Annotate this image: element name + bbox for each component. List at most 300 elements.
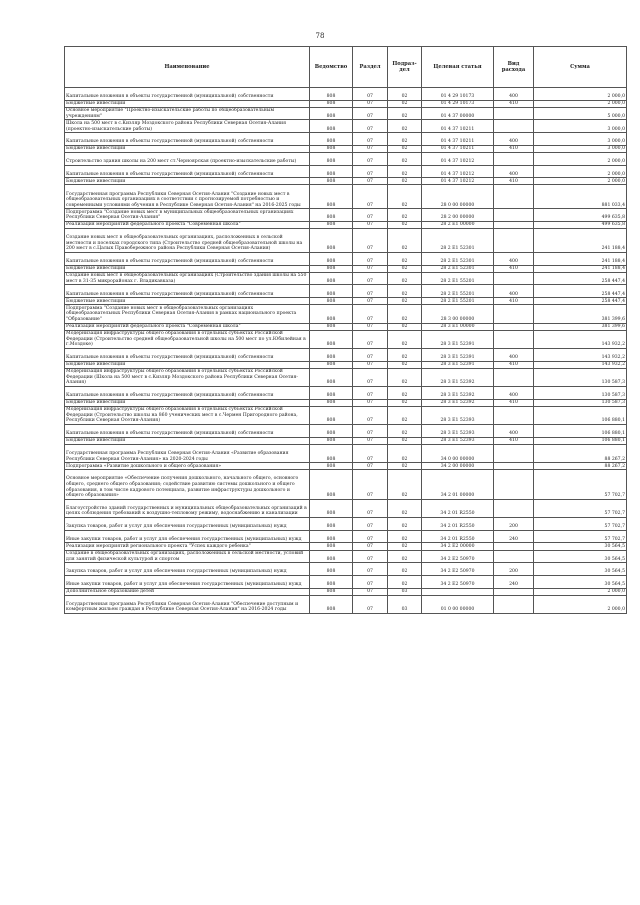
row-name-cell: Бюджетные инвестиции	[65, 361, 310, 368]
row-sum-cell: 130 587,3	[534, 399, 627, 406]
row-sum-cell: 2 000,0	[534, 178, 627, 185]
row-ved-cell: 808	[310, 298, 353, 305]
row-name-cell: Капитальные вложения в объекты государственной (муниципальной) собственности	[65, 348, 310, 361]
row-vr-cell: 200	[494, 563, 534, 576]
row-razd-cell: 07	[353, 444, 388, 462]
row-sum-cell: 30 564,5	[534, 575, 627, 588]
row-ved-cell: 808	[310, 330, 353, 348]
table-row	[65, 229, 627, 253]
row-name-cell: Закупка товаров, работ и услуг для обеспечения государственных (муниципальных) нужд	[65, 563, 310, 576]
row-cs-cell: 34 2 E2 50970	[422, 550, 494, 563]
row-razd-cell: 07	[353, 348, 388, 361]
row-vr-cell: 410	[494, 437, 534, 444]
row-razd-cell: 07	[353, 209, 388, 222]
row-ved-cell: 808	[310, 588, 353, 595]
row-name-cell: Бюджетные инвестиции	[65, 298, 310, 305]
row-vr-cell: 400	[494, 386, 534, 399]
row-razd-cell: 07	[353, 298, 388, 305]
table-row	[65, 265, 627, 272]
table-row	[65, 368, 627, 386]
row-cs-cell: 28 2 E1 52301	[422, 229, 494, 253]
table-row	[65, 133, 627, 146]
row-podr-cell: 02	[388, 229, 422, 253]
row-podr-cell: 02	[388, 425, 422, 438]
row-razd-cell: 07	[353, 265, 388, 272]
row-razd-cell: 07	[353, 550, 388, 563]
table-row	[65, 298, 627, 305]
row-razd-cell: 07	[353, 563, 388, 576]
row-cs-cell: 28 3 E1 52392	[422, 399, 494, 406]
row-podr-cell: 02	[388, 444, 422, 462]
row-ved-cell: 808	[310, 348, 353, 361]
row-sum-cell: 2 000,0	[534, 152, 627, 165]
row-sum-cell: 106 880,1	[534, 437, 627, 444]
row-vr-cell: 240	[494, 530, 534, 543]
row-sum-cell: 499 635,8	[534, 221, 627, 228]
row-sum-cell: 2 000,0	[534, 588, 627, 595]
table-row	[65, 550, 627, 563]
row-ved-cell: 808	[310, 178, 353, 185]
row-ved-cell: 808	[310, 563, 353, 576]
row-cs-cell: 01 4 29 10173	[422, 88, 494, 101]
row-name-cell: Строительство здания школы на 200 мест ст.Черноярская (проектно-изыскательские работы)	[65, 152, 310, 165]
row-vr-cell	[494, 406, 534, 424]
row-vr-cell	[494, 305, 534, 323]
table-row	[65, 406, 627, 424]
row-vr-cell	[494, 152, 534, 165]
table-row	[65, 595, 627, 613]
row-vr-cell: 410	[494, 100, 534, 107]
row-name-cell: Подпрограмма «Развитие дошкольного и общего образования»	[65, 463, 310, 470]
row-razd-cell: 07	[353, 252, 388, 265]
row-cs-cell: 28 3 E1 52393	[422, 437, 494, 444]
row-cs-cell: 28 2 E1 52301	[422, 252, 494, 265]
row-podr-cell: 02	[388, 298, 422, 305]
row-razd-cell: 07	[353, 88, 388, 101]
row-cs-cell: 01 4 37 10212	[422, 165, 494, 178]
row-podr-cell: 02	[388, 518, 422, 531]
row-name-cell: Основное мероприятие "Проектно-изыскательские работы по общеобразовательным учреждениям"	[65, 107, 310, 120]
row-vr-cell: 410	[494, 178, 534, 185]
row-name-cell: Капитальные вложения в объекты государственной (муниципальной) собственности	[65, 252, 310, 265]
row-razd-cell: 07	[353, 305, 388, 323]
row-ved-cell: 808	[310, 543, 353, 550]
row-ved-cell: 808	[310, 229, 353, 253]
row-cs-cell: 28 3 E1 52393	[422, 406, 494, 424]
row-name-cell: Подпрограмма "Создание новых мест в муниципальных общеобразовательных организациях Республики Северная Осетия-Алания"	[65, 209, 310, 222]
row-podr-cell: 02	[388, 550, 422, 563]
row-cs-cell: 28 3 E1 52393	[422, 425, 494, 438]
row-cs-cell: 28 2 E1 55201	[422, 272, 494, 285]
row-cs-cell: 34 2 01 R2550	[422, 530, 494, 543]
row-vr-cell: 400	[494, 425, 534, 438]
row-podr-cell: 02	[388, 265, 422, 272]
row-name-cell: Капитальные вложения в объекты государственной (муниципальной) собственности	[65, 285, 310, 298]
row-razd-cell: 07	[353, 595, 388, 613]
row-ved-cell: 808	[310, 120, 353, 133]
row-podr-cell: 02	[388, 406, 422, 424]
row-name-cell: Реализация мероприятий регионального проекта "Успех каждого ребенка"	[65, 543, 310, 550]
row-sum-cell: 106 880,1	[534, 406, 627, 424]
row-name-cell: Капитальные вложения в объекты государственной (муниципальной) собственности	[65, 425, 310, 438]
row-razd-cell: 07	[353, 133, 388, 146]
table-row	[65, 221, 627, 228]
budget-table	[64, 46, 627, 614]
row-cs-cell: 01 4 37 10211	[422, 133, 494, 146]
table-row	[65, 178, 627, 185]
table-row	[65, 152, 627, 165]
row-podr-cell: 02	[388, 209, 422, 222]
row-cs-cell	[422, 588, 494, 595]
row-sum-cell: 2 000,0	[534, 165, 627, 178]
row-vr-cell	[494, 543, 534, 550]
row-sum-cell: 88 267,2	[534, 463, 627, 470]
row-podr-cell: 03	[388, 588, 422, 595]
table-row	[65, 499, 627, 517]
row-podr-cell: 02	[388, 145, 422, 152]
row-ved-cell: 808	[310, 361, 353, 368]
row-cs-cell: 28 3 E1 52391	[422, 348, 494, 361]
row-razd-cell: 07	[353, 221, 388, 228]
row-sum-cell: 88 267,2	[534, 444, 627, 462]
row-cs-cell: 28 2 E1 55201	[422, 285, 494, 298]
row-cs-cell: 28 3 E1 52392	[422, 368, 494, 386]
row-cs-cell: 34 2 01 00000	[422, 470, 494, 500]
row-vr-cell: 400	[494, 133, 534, 146]
row-ved-cell: 808	[310, 463, 353, 470]
row-sum-cell: 3 000,0	[534, 145, 627, 152]
row-cs-cell: 28 3 E1 52392	[422, 386, 494, 399]
row-sum-cell: 499 635,8	[534, 209, 627, 222]
row-sum-cell: 57 702,7	[534, 470, 627, 500]
row-podr-cell: 02	[388, 368, 422, 386]
row-podr-cell: 02	[388, 399, 422, 406]
row-podr-cell: 02	[388, 107, 422, 120]
row-podr-cell: 02	[388, 470, 422, 500]
row-cs-cell: 34 2 01 R2550	[422, 499, 494, 517]
row-podr-cell: 02	[388, 575, 422, 588]
row-name-cell: Бюджетные инвестиции	[65, 145, 310, 152]
row-podr-cell: 02	[388, 463, 422, 470]
row-podr-cell: 02	[388, 305, 422, 323]
row-ved-cell: 808	[310, 145, 353, 152]
row-cs-cell: 28 3 E1 00000	[422, 323, 494, 330]
row-sum-cell: 2 000,0	[534, 88, 627, 101]
row-sum-cell: 258 447,4	[534, 272, 627, 285]
row-ved-cell: 808	[310, 444, 353, 462]
table-row	[65, 470, 627, 500]
row-ved-cell: 808	[310, 550, 353, 563]
row-sum-cell: 241 188,4	[534, 265, 627, 272]
table-row	[65, 252, 627, 265]
table-row	[65, 575, 627, 588]
row-razd-cell: 07	[353, 543, 388, 550]
row-podr-cell: 02	[388, 386, 422, 399]
row-razd-cell: 07	[353, 368, 388, 386]
row-podr-cell: 02	[388, 272, 422, 285]
row-sum-cell: 57 702,7	[534, 499, 627, 517]
row-cs-cell: 28 3 E1 52391	[422, 330, 494, 348]
row-razd-cell: 07	[353, 165, 388, 178]
row-sum-cell: 143 932,2	[534, 361, 627, 368]
header-sum: Сумма	[534, 47, 627, 88]
row-podr-cell: 02	[388, 133, 422, 146]
row-name-cell: Капитальные вложения в объекты государственной (муниципальной) собственности	[65, 386, 310, 399]
row-vr-cell	[494, 330, 534, 348]
row-name-cell: Иные закупки товаров, работ и услуг для обеспечения государственных (муниципальных) нужд	[65, 530, 310, 543]
row-vr-cell	[494, 229, 534, 253]
row-vr-cell	[494, 323, 534, 330]
row-cs-cell: 01 4 37 00000	[422, 107, 494, 120]
row-ved-cell: 808	[310, 209, 353, 222]
row-ved-cell: 808	[310, 185, 353, 209]
row-razd-cell: 07	[353, 178, 388, 185]
row-name-cell: Реализация мероприятий федерального проекта "Современная школа"	[65, 323, 310, 330]
table-row	[65, 588, 627, 595]
row-sum-cell: 5 000,0	[534, 107, 627, 120]
row-sum-cell: 143 932,2	[534, 348, 627, 361]
row-cs-cell: 28 0 00 00000	[422, 185, 494, 209]
row-razd-cell: 07	[353, 107, 388, 120]
row-ved-cell: 808	[310, 470, 353, 500]
row-podr-cell: 02	[388, 178, 422, 185]
row-cs-cell: 34 2 E2 50970	[422, 563, 494, 576]
page-number: 78	[315, 32, 325, 40]
row-ved-cell: 808	[310, 323, 353, 330]
row-vr-cell	[494, 185, 534, 209]
table-row	[65, 518, 627, 531]
table-row	[65, 107, 627, 120]
row-sum-cell: 30 564,5	[534, 563, 627, 576]
row-ved-cell: 808	[310, 252, 353, 265]
table-row	[65, 437, 627, 444]
row-sum-cell: 241 188,4	[534, 252, 627, 265]
row-name-cell: Бюджетные инвестиции	[65, 399, 310, 406]
header-razd: Раздел	[353, 47, 388, 88]
table-row	[65, 563, 627, 576]
row-cs-cell: 01 0 00 00000	[422, 595, 494, 613]
header-name: Наименование	[65, 47, 310, 88]
table-row	[65, 348, 627, 361]
row-name-cell: Бюджетные инвестиции	[65, 265, 310, 272]
row-podr-cell: 02	[388, 120, 422, 133]
row-vr-cell: 400	[494, 252, 534, 265]
table-header-row	[65, 47, 627, 88]
row-sum-cell: 57 702,7	[534, 530, 627, 543]
row-name-cell: Бюджетные инвестиции	[65, 100, 310, 107]
row-name-cell: Модернизация инфраструктуры общего образования в отдельных субъектах Российской Федерации (Строительство школы на 860 ученических мест в с.Чермен Пригородного района, Республики Северная Осетия-Алания)	[65, 406, 310, 424]
row-ved-cell: 808	[310, 437, 353, 444]
row-razd-cell: 07	[353, 575, 388, 588]
row-ved-cell: 808	[310, 368, 353, 386]
row-name-cell: Дополнительное образование детей	[65, 588, 310, 595]
row-name-cell: Создание новых мест в общеобразовательных организациях, расположенных в сельской местности и поселках городского типа (Строительство средней общеобразовательной школы на 200 мест в с.Цалык Правобережного района Республики Северная Осетия-Алания)	[65, 229, 310, 253]
row-ved-cell: 808	[310, 406, 353, 424]
row-razd-cell: 07	[353, 386, 388, 399]
row-sum-cell: 106 880,1	[534, 425, 627, 438]
row-cs-cell: 28 3 E1 52391	[422, 361, 494, 368]
row-ved-cell: 808	[310, 285, 353, 298]
row-razd-cell: 07	[353, 463, 388, 470]
row-podr-cell: 02	[388, 348, 422, 361]
row-cs-cell: 28 2 E1 52301	[422, 265, 494, 272]
row-ved-cell: 808	[310, 595, 353, 613]
table-row	[65, 386, 627, 399]
row-podr-cell: 02	[388, 88, 422, 101]
header-cs: Целевая статья	[422, 47, 494, 88]
row-sum-cell: 3 000,0	[534, 120, 627, 133]
row-razd-cell: 07	[353, 100, 388, 107]
table-row	[65, 100, 627, 107]
row-ved-cell: 808	[310, 88, 353, 101]
row-name-cell: Государственная программа Республики Северная Осетия-Алания "Создание новых мест в общеобразовательных организациях в соответствии с прогнозируемой потребностью и современными условиями обучения в Республике Северная Осетия-Алания" на 2016-2025 годы	[65, 185, 310, 209]
table-row	[65, 330, 627, 348]
row-sum-cell: 881 033,4	[534, 185, 627, 209]
row-vr-cell: 410	[494, 265, 534, 272]
header-podr: Подраз- дел	[388, 47, 422, 88]
row-cs-cell: 28 3 00 00000	[422, 305, 494, 323]
row-vr-cell	[494, 120, 534, 133]
row-sum-cell: 143 932,2	[534, 330, 627, 348]
row-podr-cell: 03	[388, 595, 422, 613]
row-razd-cell: 07	[353, 185, 388, 209]
row-vr-cell	[494, 499, 534, 517]
row-ved-cell: 808	[310, 221, 353, 228]
row-name-cell: Подпрограмма "Создание новых мест в общеобразовательных организациях общеобразовательных Республики Северная Осетия-Алания в рамках национального проекта "Образование"	[65, 305, 310, 323]
row-cs-cell: 34 2 00 00000	[422, 463, 494, 470]
row-vr-cell	[494, 107, 534, 120]
row-sum-cell: 57 702,7	[534, 518, 627, 531]
row-sum-cell: 30 564,5	[534, 543, 627, 550]
table-row	[65, 120, 627, 133]
row-vr-cell	[494, 209, 534, 222]
table-row	[65, 285, 627, 298]
row-cs-cell: 34 2 01 R2550	[422, 518, 494, 531]
row-razd-cell: 07	[353, 588, 388, 595]
row-razd-cell: 07	[353, 120, 388, 133]
header-vr: Вид расхода	[494, 47, 534, 88]
row-vr-cell: 400	[494, 348, 534, 361]
row-razd-cell: 07	[353, 285, 388, 298]
row-cs-cell: 34 2 E2 50970	[422, 575, 494, 588]
row-podr-cell: 02	[388, 323, 422, 330]
row-name-cell: Благоустройство зданий государственных и муниципальных общеобразовательных организаций в целях соблюдения требований к воздушно-тепловому режиму, водоснабжению и канализации	[65, 499, 310, 517]
row-vr-cell	[494, 368, 534, 386]
table-row	[65, 305, 627, 323]
row-sum-cell: 381 399,6	[534, 305, 627, 323]
row-razd-cell: 07	[353, 145, 388, 152]
row-ved-cell: 808	[310, 399, 353, 406]
row-vr-cell	[494, 444, 534, 462]
row-vr-cell: 410	[494, 361, 534, 368]
row-vr-cell	[494, 595, 534, 613]
row-ved-cell: 808	[310, 165, 353, 178]
row-vr-cell: 400	[494, 285, 534, 298]
row-ved-cell: 808	[310, 265, 353, 272]
row-vr-cell: 410	[494, 145, 534, 152]
table-row	[65, 463, 627, 470]
row-name-cell: Модернизация инфраструктуры общего образования в отдельных субъектах Российской Федерации (Строительство средней общеобразовательной школы на 500 мест по ул.Юбилейная в г.Моздоке)	[65, 330, 310, 348]
row-razd-cell: 07	[353, 406, 388, 424]
table-row	[65, 88, 627, 101]
row-podr-cell: 02	[388, 221, 422, 228]
row-name-cell: Закупка товаров, работ и услуг для обеспечения государственных (муниципальных) нужд	[65, 518, 310, 531]
row-razd-cell: 07	[353, 229, 388, 253]
row-ved-cell: 808	[310, 133, 353, 146]
row-sum-cell: 3 000,0	[534, 133, 627, 146]
table-row	[65, 209, 627, 222]
table-row	[65, 145, 627, 152]
row-sum-cell: 130 587,3	[534, 368, 627, 386]
row-ved-cell: 808	[310, 518, 353, 531]
row-razd-cell: 07	[353, 530, 388, 543]
row-ved-cell: 808	[310, 530, 353, 543]
row-cs-cell: 28 2 E1 55201	[422, 298, 494, 305]
row-cs-cell: 01 4 37 10211	[422, 120, 494, 133]
row-name-cell: Капитальные вложения в объекты государственной (муниципальной) собственности	[65, 133, 310, 146]
row-podr-cell: 02	[388, 185, 422, 209]
row-razd-cell: 07	[353, 272, 388, 285]
row-sum-cell: 2 000,0	[534, 100, 627, 107]
row-cs-cell: 34 0 00 00000	[422, 444, 494, 462]
row-cs-cell: 01 4 37 10211	[422, 145, 494, 152]
row-cs-cell: 01 4 37 10212	[422, 152, 494, 165]
row-name-cell: Реализация мероприятий федерального проекта "Современная школа"	[65, 221, 310, 228]
row-ved-cell: 808	[310, 107, 353, 120]
row-vr-cell	[494, 470, 534, 500]
table-row	[65, 444, 627, 462]
row-cs-cell: 34 2 E2 00000	[422, 543, 494, 550]
row-name-cell: Создание в общеобразовательных организациях, расположенных в сельской местности, условий для занятий физической культурой и спортом	[65, 550, 310, 563]
row-name-cell: Иные закупки товаров, работ и услуг для обеспечения государственных (муниципальных) нужд	[65, 575, 310, 588]
row-razd-cell: 07	[353, 518, 388, 531]
row-sum-cell: 30 564,5	[534, 550, 627, 563]
row-ved-cell: 808	[310, 499, 353, 517]
row-vr-cell	[494, 550, 534, 563]
row-cs-cell: 28 2 E1 00000	[422, 221, 494, 228]
table-row	[65, 323, 627, 330]
row-sum-cell: 258 447,4	[534, 285, 627, 298]
row-razd-cell: 07	[353, 470, 388, 500]
row-vr-cell	[494, 272, 534, 285]
row-ved-cell: 808	[310, 100, 353, 107]
row-sum-cell: 130 587,3	[534, 386, 627, 399]
row-vr-cell	[494, 463, 534, 470]
row-name-cell: Капитальные вложения в объекты государственной (муниципальной) собственности	[65, 88, 310, 101]
row-podr-cell: 02	[388, 252, 422, 265]
row-name-cell: Бюджетные инвестиции	[65, 178, 310, 185]
table-row	[65, 543, 627, 550]
table-row	[65, 425, 627, 438]
row-name-cell: Школа на 500 мест в с.Кизляр Моздокского района Республики Северная Осетия-Алания (проектно-изыскательские работы)	[65, 120, 310, 133]
row-podr-cell: 02	[388, 563, 422, 576]
table-row	[65, 361, 627, 368]
row-razd-cell: 07	[353, 425, 388, 438]
table-row	[65, 530, 627, 543]
row-podr-cell: 02	[388, 437, 422, 444]
table-row	[65, 272, 627, 285]
row-razd-cell: 07	[353, 499, 388, 517]
row-ved-cell: 808	[310, 305, 353, 323]
row-name-cell: Государственная программа Республики Северная Осетия-Алания "Обеспечение доступным и комфортным жильем граждан в Республике Северная Осетия-Алания" на 2016-2024 годы	[65, 595, 310, 613]
row-ved-cell: 808	[310, 575, 353, 588]
row-podr-cell: 02	[388, 361, 422, 368]
row-vr-cell	[494, 588, 534, 595]
row-podr-cell: 02	[388, 165, 422, 178]
row-razd-cell: 07	[353, 361, 388, 368]
row-podr-cell: 02	[388, 543, 422, 550]
row-sum-cell: 2 000,0	[534, 595, 627, 613]
